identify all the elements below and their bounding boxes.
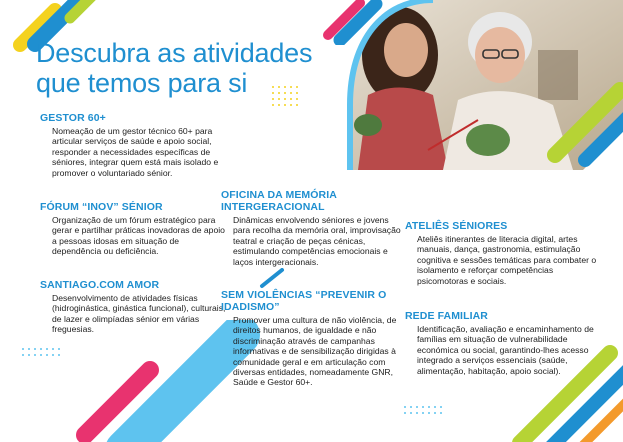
section-santiago <box>40 279 230 335</box>
section-heading: OFICINA DA MEMÓRIA INTERGERACIONAL <box>221 189 337 213</box>
section-body: Promover uma cultura de não violência, de direitos humanos, de igualdade e não discriminação através de campanhas informativas e de sensibilização dirigidas à comunidade geral e em articulação com diversas entidades, nomeadamente GNR, Saúde e Gestor 60+. <box>233 315 397 388</box>
section-body: Identificação, avaliação e encaminhamento de famílias em situação de vulnerabilidade económica ou social, garantindo-lhes acesso integrado a serviços essenciais (saúde, alimentação, habitação, apoio social). <box>417 324 594 376</box>
section-heading: REDE FAMILIAR <box>405 310 488 322</box>
section-heading: SANTIAGO.COM AMOR <box>40 279 160 291</box>
right-stripes <box>545 60 623 170</box>
blue-stripe <box>262 270 282 286</box>
mid-stripes <box>258 268 288 290</box>
lime-stripe <box>555 90 620 155</box>
dot-grid <box>22 348 64 360</box>
section-heading: GESTOR 60+ <box>40 112 106 124</box>
section-forum <box>40 201 230 257</box>
section-heading: SEM VIOLÊNCIAS “PREVENIR O IDADISMO” <box>221 289 387 313</box>
section-body: Nomeação de um gestor técnico 60+ para articular serviços de saúde e apoio social, responder a necessidades específicas de séniores, integrar quem está mais isolado e promover o voluntariado sénior. <box>52 126 219 178</box>
section-heading: ATELIÊS SÉNIORES <box>405 220 508 232</box>
section-body: Dinâmicas envolvendo séniores e jovens para recolha da memória oral, improvisação teatral e criação de peças cénicas, estimulando competências emocionais e laços intergeracionais. <box>233 215 401 267</box>
section-heading: FÓRUM “INOV” SÉNIOR <box>40 201 163 213</box>
section-gestor <box>40 112 230 178</box>
page-title: Descubra as atividades que temos para si <box>36 38 313 98</box>
section-body: Ateliês itinerantes de literacia digital, artes manuais, dança, gastronomia, estimulação cognitiva e sessões temáticas para combater o isolamento e reforçar competências psicomotoras e sociais. <box>417 234 597 286</box>
section-sem-violencias <box>221 289 401 388</box>
section-rede-familiar <box>405 310 595 376</box>
section-body: Desenvolvimento de atividades físicas (hidroginástica, ginástica funcional), culturais, de lazer e olimpíadas sénior em várias freguesias. <box>52 293 226 335</box>
section-body: Organização de um fórum estratégico para gerar e partilhar práticas inovadoras de apoio a pessoas idosas em situação de dependência ou deficiência. <box>52 215 225 257</box>
dot-grid <box>404 406 446 418</box>
section-ateliers <box>405 220 605 286</box>
section-oficina <box>221 189 401 267</box>
